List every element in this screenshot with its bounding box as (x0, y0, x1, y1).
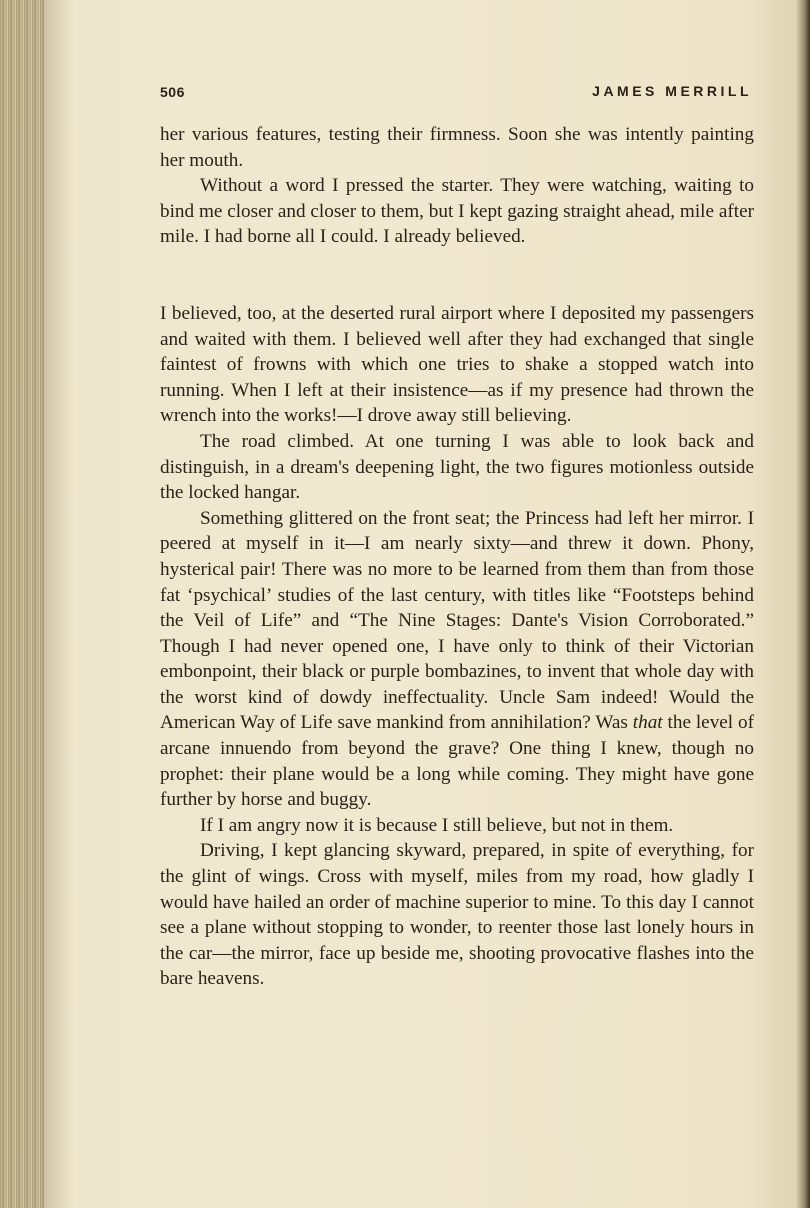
paragraph-3: I believed, too, at the deserted rural airport where I deposited my passengers and waited with them. I believed well after they had exchanged that single faintest of frowns with which one tries to shake a stopped watch into running. When I left at their insistence—as if my presence had thrown the wrench into the works!—I drove away still believing. (160, 302, 754, 427)
page-header (160, 80, 752, 108)
paragraph-2: Without a word I pressed the starter. They were watching, waiting to bind me closer and closer to them, but I kept gazing straight ahead, mile after mile. I had borne all I could. I already believed. (160, 175, 754, 248)
book-gutter (0, 0, 44, 1208)
page-edge-shadow (796, 0, 810, 1208)
body-text (160, 122, 754, 992)
paragraph-4: The road climbed. At one turning I was able to look back and distinguish, in a dream's deepening light, the two figures motionless outside the locked hangar. (160, 430, 754, 504)
running-head: JAMES MERRILL (592, 83, 752, 99)
paragraph-1: her various features, testing their firmness. Soon she was intently painting her mouth. (160, 124, 754, 171)
page-number: 506 (160, 84, 185, 100)
paragraph-5-text-a: Something glittered on the front seat; the Princess had left her mirror. I peered at myself in it—I am nearly sixty—and threw it down. Phony, hysterical pair! There was no more to be learned from them than from those fat ‘psychical’ studies of the last century, with titles like “Footsteps behind the Veil of Life” and “The Nine Stages: Dante's Vision Corroborated.” Though I had never opened one, I have only to think of their Victorian embonpoint, their black or purple bombazines, to invent that whole day with the worst kind of dowdy ineffectuality. Uncle Sam indeed! Would the American Way of Life save mankind from annihilation? Was (160, 507, 754, 734)
paragraph-5-text-b: the level of arcane innuendo from beyond the grave? One thing I knew, though no prophet: their plane would be a long while coming. They might have gone further by horse and buggy. (160, 712, 754, 811)
paragraph-6: If I am angry now it is because I still believe, but not in them. (200, 814, 674, 836)
gutter-shadow (44, 0, 74, 1208)
paragraph-5 (160, 506, 754, 813)
paragraph-5-emphasis: that (632, 712, 663, 734)
paragraph-7: Driving, I kept glancing skyward, prepared, in spite of everything, for the glint of wings. Cross with myself, miles from my road, how gladly I would have hailed an order of machine superior to mine. To this day I cannot see a plane without stopping to wonder, to reenter those last lonely hours in the car—the mirror, face up beside me, shooting provocative flashes into the bare heavens. (160, 840, 754, 990)
